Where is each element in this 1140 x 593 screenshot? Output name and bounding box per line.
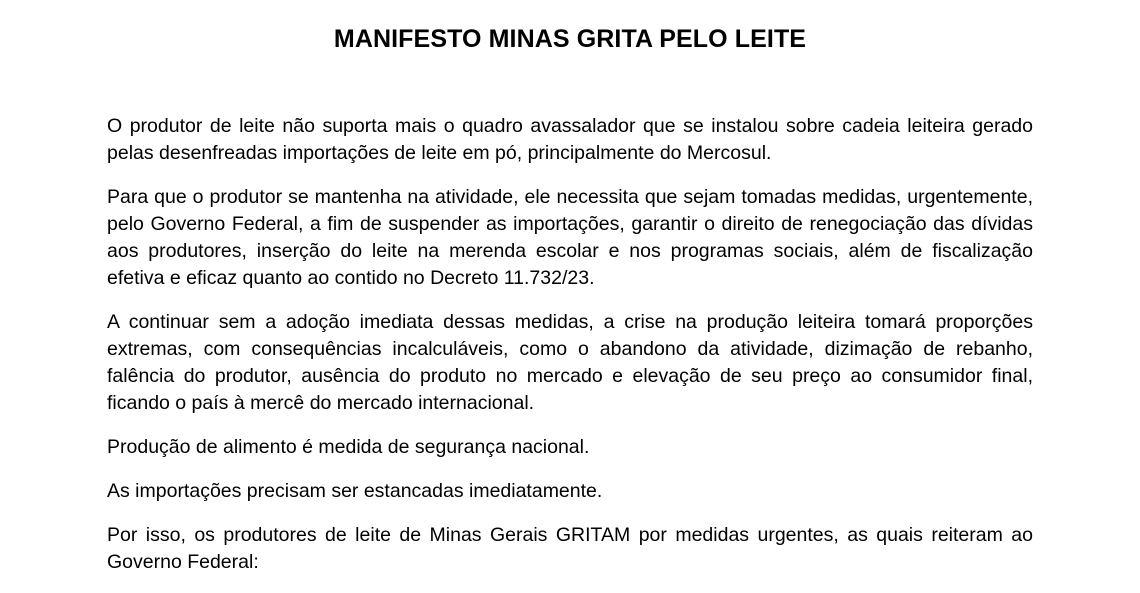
document-body (107, 113, 1033, 593)
document-title: MANIFESTO MINAS GRITA PELO LEITE (333, 25, 807, 53)
paragraph-intro: O produtor de leite não suporta mais o quadro avassalador que se instalou sobre cadeia leiteira gerado pelas desenfreadas importações de leite em pó, principalmente do Mercosul. (107, 115, 1033, 164)
paragraph-imports: As importações precisam ser estancadas imediatamente. (107, 480, 603, 502)
paragraph-food-security: Produção de alimento é medida de segurança nacional. (107, 436, 590, 458)
paragraph-consequences: A continuar sem a adoção imediata dessas medidas, a crise na produção leiteira tomará proporções extremas, com consequências incalculáveis, como o abandono da atividade, dizimação de rebanho, falência do produtor, ausência do produto no mercado e elevação de seu preço ao consumidor final, ficando o país à mercê do mercado internacional. (107, 311, 1033, 414)
paragraph-conclusion: Por isso, os produtores de leite de Minas Gerais GRITAM por medidas urgentes, as quais reiteram ao Governo Federal: (107, 524, 1033, 573)
paragraph-demands: Para que o produtor se mantenha na atividade, ele necessita que sejam tomadas medidas, urgentemente, pelo Governo Federal, a fim de suspender as importações, garantir o direito de renegociação das dívidas aos produtores, inserção do leite na merenda escolar e nos programas sociais, além de fiscalização efetiva e eficaz quanto ao contido no Decreto 11.732/23. (107, 186, 1033, 289)
